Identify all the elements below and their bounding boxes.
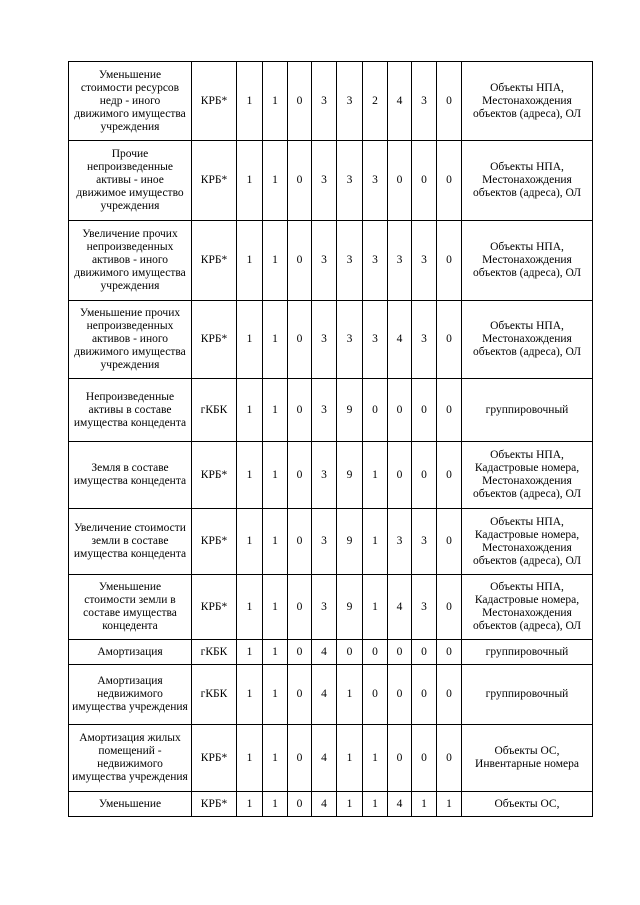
account-digit-cell: 3 [312,575,337,640]
analytics-cell: Объекты НПА, Местонахождения объектов (адреса), ОЛ [462,62,593,141]
account-name-cell: Амортизация недвижимого имущества учреждения [69,665,192,725]
account-digit-cell: 0 [388,442,412,509]
account-digit-cell: 1 [263,665,288,725]
account-digit-cell: 1 [263,575,288,640]
account-digit-cell: 4 [388,792,412,817]
table-body [69,62,593,817]
code-type-cell: гКБК [192,640,237,665]
account-digit-cell: 3 [337,301,363,379]
account-digit-cell: 1 [237,640,263,665]
table-row [69,665,593,725]
account-digit-cell: 3 [312,442,337,509]
account-digit-cell: 0 [437,725,462,792]
table-row [69,575,593,640]
code-type-cell: КРБ* [192,301,237,379]
account-digit-cell: 1 [237,575,263,640]
table-row [69,379,593,442]
account-digit-cell: 1 [363,792,388,817]
account-digit-cell: 4 [312,725,337,792]
analytics-cell: группировочный [462,665,593,725]
account-digit-cell: 0 [288,665,312,725]
code-type-cell: гКБК [192,665,237,725]
code-type-cell: КРБ* [192,725,237,792]
table-row [69,442,593,509]
account-digit-cell: 1 [237,665,263,725]
account-digit-cell: 0 [437,141,462,221]
account-digit-cell: 0 [388,725,412,792]
account-name-cell: Амортизация [69,640,192,665]
account-digit-cell: 4 [388,575,412,640]
account-digit-cell: 3 [312,509,337,575]
account-digit-cell: 0 [363,665,388,725]
account-name-cell: Увеличение стоимости земли в составе имущества концедента [69,509,192,575]
account-digit-cell: 1 [263,221,288,301]
analytics-cell: Объекты НПА, Местонахождения объектов (адреса), ОЛ [462,221,593,301]
account-digit-cell: 1 [237,509,263,575]
account-name-cell: Земля в составе имущества концедента [69,442,192,509]
account-digit-cell: 0 [288,725,312,792]
account-digit-cell: 1 [363,509,388,575]
account-digit-cell: 0 [437,640,462,665]
account-digit-cell: 0 [412,665,437,725]
account-name-cell: Уменьшение прочих непроизведенных активов - иного движимого имущества учреждения [69,301,192,379]
analytics-cell: Объекты ОС, Инвентарные номера [462,725,593,792]
account-digit-cell: 0 [437,62,462,141]
account-digit-cell: 3 [312,62,337,141]
account-digit-cell: 1 [263,379,288,442]
analytics-cell: Объекты ОС, [462,792,593,817]
account-digit-cell: 0 [388,665,412,725]
account-digit-cell: 0 [288,792,312,817]
account-digit-cell: 3 [412,62,437,141]
account-digit-cell: 0 [437,665,462,725]
account-digit-cell: 4 [388,62,412,141]
account-digit-cell: 3 [388,221,412,301]
account-digit-cell: 0 [288,221,312,301]
account-digit-cell: 0 [388,379,412,442]
account-digit-cell: 1 [237,301,263,379]
account-digit-cell: 3 [312,301,337,379]
account-digit-cell: 1 [237,379,263,442]
account-digit-cell: 1 [263,792,288,817]
account-digit-cell: 4 [388,301,412,379]
account-digit-cell: 0 [363,379,388,442]
account-digit-cell: 1 [237,442,263,509]
code-type-cell: КРБ* [192,141,237,221]
account-digit-cell: 1 [337,665,363,725]
code-type-cell: КРБ* [192,575,237,640]
account-digit-cell: 3 [363,141,388,221]
account-digit-cell: 4 [312,665,337,725]
account-digit-cell: 0 [412,379,437,442]
account-digit-cell: 3 [337,62,363,141]
account-digit-cell: 1 [237,141,263,221]
account-digit-cell: 3 [412,509,437,575]
table-row [69,509,593,575]
account-digit-cell: 1 [263,640,288,665]
account-digit-cell: 4 [312,640,337,665]
account-digit-cell: 0 [388,141,412,221]
account-digit-cell: 1 [412,792,437,817]
code-type-cell: КРБ* [192,442,237,509]
account-digit-cell: 0 [288,62,312,141]
account-digit-cell: 0 [412,442,437,509]
account-digit-cell: 9 [337,509,363,575]
account-digit-cell: 0 [412,725,437,792]
account-digit-cell: 0 [288,640,312,665]
account-digit-cell: 0 [437,301,462,379]
account-digit-cell: 2 [363,62,388,141]
table-row [69,221,593,301]
account-digit-cell: 0 [288,301,312,379]
account-digit-cell: 3 [388,509,412,575]
account-digit-cell: 9 [337,379,363,442]
table-row [69,141,593,221]
analytics-cell: Объекты НПА, Кадастровые номера, Местонахождения объектов (адреса), ОЛ [462,442,593,509]
code-type-cell: КРБ* [192,221,237,301]
account-digit-cell: 0 [437,221,462,301]
account-digit-cell: 3 [312,141,337,221]
account-digit-cell: 3 [337,141,363,221]
account-digit-cell: 3 [363,221,388,301]
account-digit-cell: 1 [263,62,288,141]
account-digit-cell: 1 [237,792,263,817]
account-digit-cell: 3 [312,221,337,301]
account-digit-cell: 1 [263,725,288,792]
account-digit-cell: 0 [412,141,437,221]
code-type-cell: КРБ* [192,509,237,575]
account-name-cell: Увеличение прочих непроизведенных активов - иного движимого имущества учреждения [69,221,192,301]
account-digit-cell: 1 [437,792,462,817]
account-digit-cell: 4 [312,792,337,817]
table-row [69,62,593,141]
table-row [69,640,593,665]
account-digit-cell: 1 [237,62,263,141]
account-name-cell: Уменьшение стоимости ресурсов недр - иного движимого имущества учреждения [69,62,192,141]
accounts-table [68,61,593,817]
account-digit-cell: 0 [437,442,462,509]
account-digit-cell: 1 [263,141,288,221]
account-name-cell: Амортизация жилых помещений - недвижимого имущества учреждения [69,725,192,792]
account-digit-cell: 3 [412,301,437,379]
account-name-cell: Прочие непроизведенные активы - иное движимое имущество учреждения [69,141,192,221]
table-row [69,792,593,817]
account-digit-cell: 3 [337,221,363,301]
account-digit-cell: 0 [288,575,312,640]
account-name-cell: Непроизведенные активы в составе имущества концедента [69,379,192,442]
account-name-cell: Уменьшение стоимости земли в составе имущества концедента [69,575,192,640]
account-digit-cell: 0 [437,575,462,640]
account-digit-cell: 0 [288,141,312,221]
account-digit-cell: 1 [337,792,363,817]
account-digit-cell: 3 [412,575,437,640]
account-digit-cell: 0 [412,640,437,665]
account-digit-cell: 0 [288,442,312,509]
account-digit-cell: 1 [363,442,388,509]
account-digit-cell: 3 [412,221,437,301]
analytics-cell: группировочный [462,640,593,665]
analytics-cell: Объекты НПА, Кадастровые номера, Местонахождения объектов (адреса), ОЛ [462,575,593,640]
account-digit-cell: 9 [337,575,363,640]
account-digit-cell: 0 [288,509,312,575]
account-digit-cell: 1 [337,725,363,792]
account-digit-cell: 1 [263,442,288,509]
account-digit-cell: 1 [237,221,263,301]
account-digit-cell: 1 [263,301,288,379]
account-digit-cell: 0 [437,509,462,575]
code-type-cell: КРБ* [192,62,237,141]
account-digit-cell: 0 [388,640,412,665]
table-row [69,725,593,792]
analytics-cell: группировочный [462,379,593,442]
account-digit-cell: 3 [363,301,388,379]
account-digit-cell: 0 [363,640,388,665]
table-row [69,301,593,379]
code-type-cell: КРБ* [192,792,237,817]
account-digit-cell: 0 [288,379,312,442]
account-digit-cell: 1 [363,725,388,792]
account-digit-cell: 0 [337,640,363,665]
account-digit-cell: 1 [363,575,388,640]
account-digit-cell: 0 [437,379,462,442]
analytics-cell: Объекты НПА, Кадастровые номера, Местонахождения объектов (адреса), ОЛ [462,509,593,575]
account-digit-cell: 9 [337,442,363,509]
analytics-cell: Объекты НПА, Местонахождения объектов (адреса), ОЛ [462,141,593,221]
account-digit-cell: 1 [237,725,263,792]
analytics-cell: Объекты НПА, Местонахождения объектов (адреса), ОЛ [462,301,593,379]
code-type-cell: гКБК [192,379,237,442]
account-digit-cell: 3 [312,379,337,442]
account-digit-cell: 1 [263,509,288,575]
account-name-cell: Уменьшение [69,792,192,817]
